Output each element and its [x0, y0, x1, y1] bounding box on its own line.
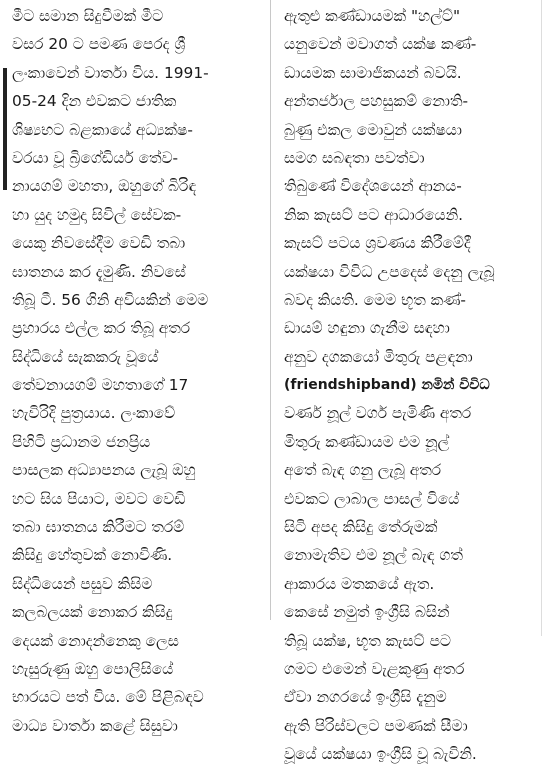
text-line: යනුවෙන් මවාගත් යක්ෂ කණ්-	[284, 35, 477, 54]
text-line: සමග සබඳතා පවත්වා	[284, 148, 425, 167]
text-line: අන්තර්ජාල පහසුකම් නොති-	[284, 92, 469, 111]
text-line: තිබූ ටී. 56 ගිනි අවියකින් මෙම	[12, 290, 209, 309]
text-line: තිබූ යක්ෂ, භූත කැසට් පට	[284, 631, 451, 650]
article-left-column	[12, 2, 262, 740]
text-line: තබා ඝාතනය කිරීමට තරම්	[12, 518, 185, 537]
text-line: 05-24 දින එවකට ජාතික	[12, 92, 177, 111]
text-line: වරයා වූ බ්‍රිගේඩියර් තේව-	[12, 148, 179, 167]
text-line: (friendshipband) නමින් විවිධ	[284, 377, 490, 394]
text-line: සිද්ධියේ සැකකරු වූයේ	[12, 347, 159, 366]
text-line: වසර 20 ට පමණ පෙරද ශ්‍රී	[12, 35, 186, 54]
text-line: පාසලක අධ්‍යාපනය ලැබූ ඔහු	[12, 461, 196, 480]
text-line: ප්‍රහාරය එල්ල කර තිබූ අතර	[12, 319, 191, 338]
column-divider	[270, 0, 271, 620]
text-line: නොමැතිව එම නූල් බැඳ ගත්	[284, 546, 463, 565]
text-line: කෙසේ නමුත් ඉංග්‍රීසි බසින්	[284, 603, 450, 622]
text-line: කිසිදු හේතුවක් නොවිණි.	[12, 546, 173, 565]
text-line: හා යුද හමුදා සිවිල් සේවක-	[12, 205, 182, 224]
text-line: මිතුරු කණ්ඩායම එම නූල්	[284, 432, 450, 451]
article-right-column	[284, 2, 538, 769]
margin-bar	[3, 68, 7, 190]
text-line: භාරයට පත් විය. මේ පිළිබඳව	[12, 688, 204, 707]
text-line: කැසට් පටය ශ්‍රවණය කිරීමේදී	[284, 234, 471, 253]
text-line: ඩායම් හඳුනා ගැනීම සඳහා	[284, 319, 450, 338]
text-line: යෙකු නිවසේදීම වෙඩි තබා	[12, 234, 186, 253]
text-line: ඩායමක සාමාජිකයන් බවයි.	[284, 63, 462, 82]
text-line: හට සිය පියාට, මවට වෙඩි	[12, 489, 186, 508]
text-line: ඒවා නගරයේ ඉංග්‍රීසි දැනුම	[284, 688, 447, 707]
text-line: තේවනායගම් මහතාගේ 17	[12, 376, 189, 395]
text-line: ආකාරය මතකයේ ඇත.	[284, 574, 435, 593]
text-line: සිද්ධියෙන් පසුව කිසිම	[12, 574, 153, 593]
text-line: ඝාතනය කර දැමුණි. නිවසේ	[12, 262, 186, 281]
clipping-edge	[541, 0, 542, 636]
text-line: ලංකාවෙන් වාර්තා විය. 1991-	[12, 63, 209, 82]
text-line: බවද කියති. මෙම භූත කණ්-	[284, 290, 466, 309]
text-line: ගමට එමෙන් වැළකුණු අතර	[284, 659, 465, 678]
text-line: මීට සමාන සිදුවීමක් මීට	[12, 7, 164, 25]
text-line: මාධ්‍ය වාර්තා කළේ සිසුවා	[12, 716, 178, 735]
text-line: වූයේ යක්ෂයා ඉංග්‍රීසි වූ බැවිනි.	[284, 745, 477, 764]
text-line: හැසුරුණු ඔහු පොලිසියේ	[12, 659, 174, 678]
text-line: සිටි අපද කිසිදු තේරුමක්	[284, 518, 438, 537]
text-line: අනුව දගකයෝ මිතුරු පළඳනා	[284, 347, 473, 366]
text-line: වර්ණ නූල් වර්ග පැමිණි අතර	[284, 404, 472, 423]
text-line: ඇති පිරිස්වලට පමණක් සීමා	[284, 716, 468, 735]
text-line: ඇතුළු කණ්ඩායමක් "හල්ට්"	[284, 7, 461, 25]
text-line: එවකට ලාබාල පාසල් වියේ	[284, 489, 460, 508]
text-line: හැවිරිදි පුත්‍රයාය. ලංකාවේ	[12, 404, 176, 423]
text-line: අතේ බැඳ ගනු ලැබූ අතර	[284, 461, 441, 480]
text-line: නායගම් මහතා, ඔහුගේ බිරිඳ	[12, 177, 197, 196]
text-line: නික කැසට් පට ආධාරයෙනි.	[284, 205, 463, 224]
text-line: තිබුණේ විදේශයෙන් ආනය-	[284, 177, 462, 196]
text-line: කලබලයක් නොකර කිසිදු	[12, 603, 173, 622]
text-line: බුණු එකල මොවුන් යක්ෂයා	[284, 120, 462, 139]
text-line: දෙයක් නොදන්නෙකු ලෙස	[12, 631, 179, 650]
text-line: පිහිටි ප්‍රධානම ජනප්‍රිය	[12, 432, 151, 451]
text-line: ශිෂ්‍යභට බළකායේ අධ්‍යක්ෂ-	[12, 120, 193, 139]
text-line: යක්ෂයා විවිධ උපදෙස් දෙනු ලැබූ	[284, 262, 495, 281]
